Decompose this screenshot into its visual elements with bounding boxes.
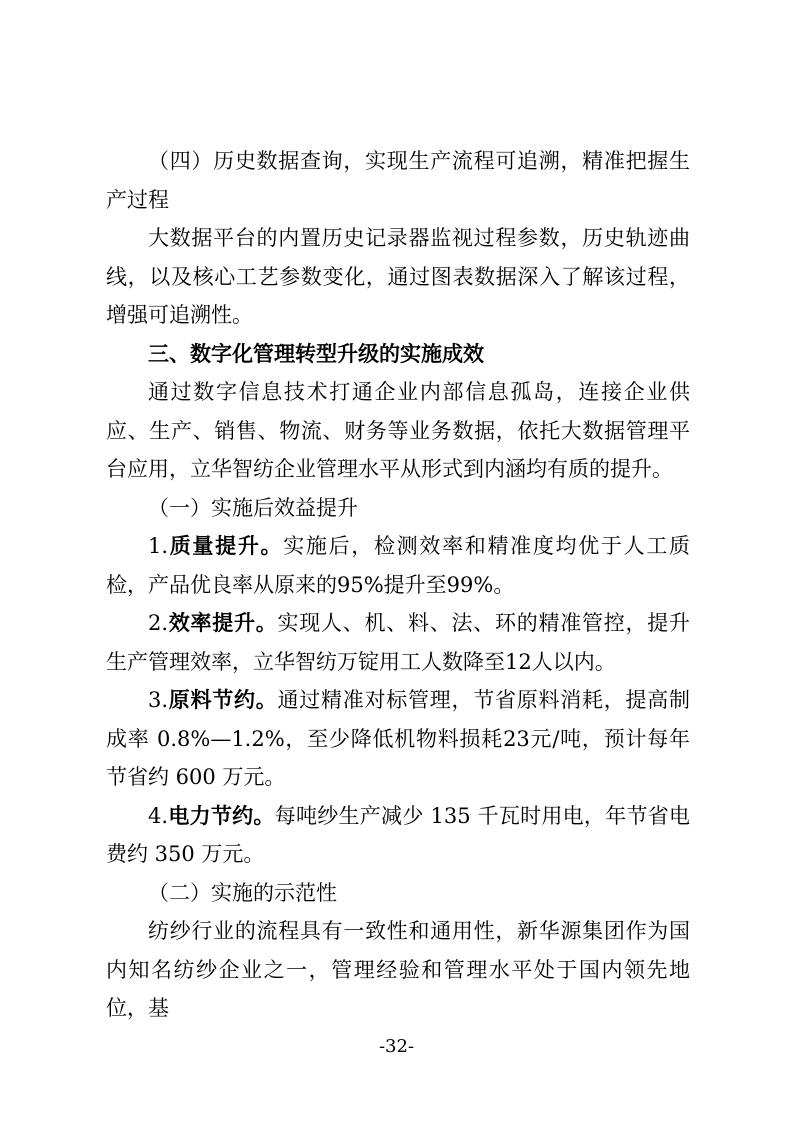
list-item-efficiency bbox=[106, 604, 690, 681]
paragraph-text: 大数据平台的内置历史记录器监视过程参数，历史轨迹曲线，以及核心工艺参数变化，通过图表数据深入了解该过程，增强可追溯性。 bbox=[106, 226, 690, 327]
list-number: 1. bbox=[148, 534, 169, 558]
list-item-electricity bbox=[106, 797, 690, 874]
list-text: 通过精准对标管理，节省原料消耗，提高制成率 0.8%—1.2%，至少降低机物料损耗23元/吨，预计每年节省约 600 万元。 bbox=[106, 688, 691, 789]
list-number: 2. bbox=[148, 611, 169, 635]
paragraph-text: 纺纱行业的流程具有一致性和通用性，新华源集团作为国内知名纺纱企业之一，管理经验和管理水平处于国内领先地位，基 bbox=[106, 919, 690, 1020]
paragraph-text: 通过数字信息技术打通企业内部信息孤岛，连接企业供应、生产、销售、物流、财务等业务数据，依托大数据管理平台应用，立华智纺企业管理水平从形式到内涵均有质的提升。 bbox=[106, 380, 690, 481]
section-heading-results bbox=[106, 335, 690, 374]
document-body bbox=[106, 142, 690, 1028]
list-number: 3. bbox=[148, 688, 169, 712]
list-text: 每吨纱生产减少 135 千瓦时用电，年节省电费约 350 万元。 bbox=[106, 803, 691, 866]
paragraph-text: （一）实施后效益提升 bbox=[148, 495, 358, 520]
paragraph-text: （二）实施的示范性 bbox=[148, 880, 337, 905]
list-text: 实现人、机、料、法、环的精准管控，提升生产管理效率，立华智纺万锭用工人数降至12人以内。 bbox=[106, 611, 691, 674]
list-number: 4. bbox=[148, 803, 169, 828]
paragraph-spinning-industry bbox=[106, 912, 690, 1028]
subheading-history-query bbox=[106, 142, 690, 219]
paragraph-history-recorder bbox=[106, 219, 690, 335]
subheading-benefits bbox=[106, 489, 690, 528]
paragraph-digital-tech bbox=[106, 373, 690, 489]
list-lead: 效率提升。 bbox=[168, 610, 278, 635]
paragraph-text: （四）历史数据查询，实现生产流程可追溯，精准把握生产过程 bbox=[106, 149, 690, 212]
list-lead: 电力节约。 bbox=[168, 802, 275, 828]
list-item-quality bbox=[106, 527, 690, 604]
list-item-material bbox=[106, 681, 690, 797]
page-number: -32- bbox=[378, 1036, 415, 1057]
subheading-demonstration bbox=[106, 874, 690, 913]
list-lead: 质量提升。 bbox=[168, 533, 284, 558]
list-lead: 原料节约。 bbox=[168, 687, 278, 712]
list-text: 实施后，检测效率和精准度均优于人工质检，产品优良率从原来的95%提升至99%。 bbox=[106, 534, 691, 597]
heading-text: 三、数字化管理转型升级的实施成效 bbox=[148, 340, 484, 366]
